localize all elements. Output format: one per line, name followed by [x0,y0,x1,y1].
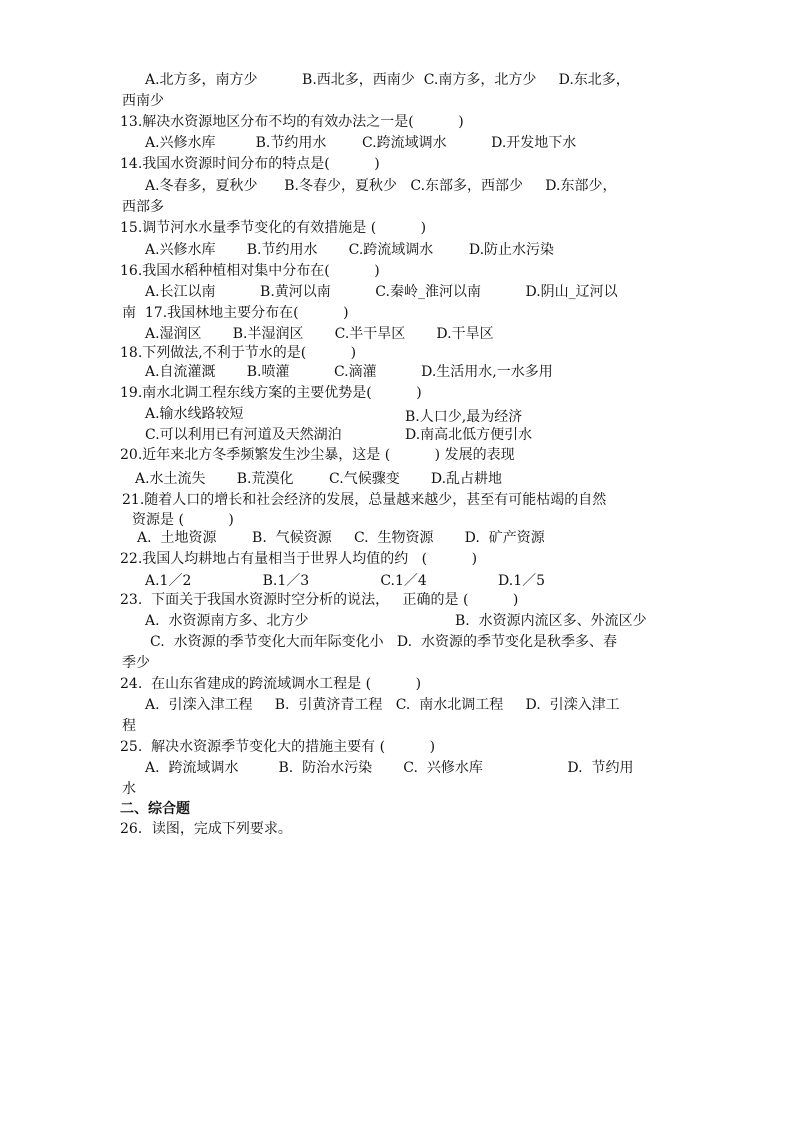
q16-options-line2-q17-stem: 南 17.我国林地主要分布在( ) [122,305,349,321]
q18-options: A.自流灌溉 B.喷灌 C.滴灌 D.生活用水,一水多用 [145,364,553,380]
q14-stem: 14.我国水资源时间分布的特点是( ) [120,156,380,172]
q12-options-line2: 西南少 [122,93,164,109]
q24-options-line2: 程 [122,718,136,734]
q20-options: A.水土流失 B.荒漠化 C.气候骤变 D.乱占耕地 [135,471,503,487]
q25-options-line1: A. 跨流域调水 B. 防治水污染 C. 兴修水库 D. 节约用 [145,760,634,776]
q25-stem: 25. 解决水资源季节变化大的措施主要有 ( ) [120,739,436,755]
section-heading: 二、综合题 [120,801,190,817]
q20-stem: 20.近年来北方冬季频繁发生沙尘暴，这是 ( ) 发展的表现 [120,447,515,463]
q25-options-line2: 水 [122,781,136,797]
q19-option-d: D.南高北低方便引水 [405,427,533,443]
q12-options-line1: A.北方多，南方少 B.西北多，西南少 C.南方多，北方少 D.东北多， [145,72,630,88]
q21-options: A. 土地资源 B. 气候资源 C. 生物资源 D. 矿产资源 [137,530,545,546]
q21-stem-line1: 21.随着人口的增长和社会经济的发展，总量越来越少，甚至有可能枯竭的自然 [122,492,607,508]
q19-stem: 19.南水北调工程东线方案的主要优势是( ) [120,385,422,401]
q19-option-a: A.输水线路较短 [145,406,244,422]
q22-stem: 22.我国人均耕地占有量相当于世界人均值的约 ( ) [120,551,478,567]
q24-options-line1: A. 引滦入津工程 B. 引黄济青工程 C. 南水北调工程 D. 引滦入津工 [145,697,620,713]
q14-options-line2: 西部多 [122,199,164,215]
q16-stem: 16.我国水稻种植相对集中分布在( ) [120,263,380,279]
q22-options: A.1／2 B.1／3 C.1／4 D.1／5 [145,573,546,589]
q17-options: A.湿润区 B.半湿润区 C.半干旱区 D.干旱区 [145,326,494,342]
q23-stem: 23. 下面关于我国水资源时空分析的说法， 正确的是 ( ) [120,592,519,608]
q18-stem: 18.下列做法,不利于节水的是( ) [120,345,357,361]
q13-stem: 13.解决水资源地区分布不均的有效办法之一是( ) [120,114,464,130]
q19-option-b: B.人口少,最为经济 [405,409,523,425]
q26-stem: 26．读图，完成下列要求。 [120,821,292,837]
q19-option-c: C.可以利用已有河道及天然湖泊 [145,427,342,443]
q24-stem: 24. 在山东省建成的跨流域调水工程是 ( ) [120,676,422,692]
q13-options: A.兴修水库 B.节约用水 C.跨流域调水 D.开发地下水 [145,135,577,151]
q14-options-line1: A.冬春多，夏秋少 B.冬春少，夏秋少 C.东部多，西部少 D.东部少， [145,178,617,194]
q23-option-b: B. 水资源内流区多、外流区少 [455,613,647,629]
q15-options: A.兴修水库 B.节约用水 C.跨流域调水 D.防止水污染 [145,242,555,258]
q23-options-cd: C. 水资源的季节变化大而年际变化小 D. 水资源的季节变化是秋季多、春 [150,634,617,650]
q21-stem-line2: 资源是 ( ) [132,512,234,528]
q15-stem: 15.调节河水水量季节变化的有效措施是 ( ) [120,220,427,236]
q23-options-cd-wrap: 季少 [122,655,150,671]
q23-option-a: A. 水资源南方多、北方少 [145,613,309,629]
q16-options-line1: A.长江以南 B.黄河以南 C.秦岭_淮河以南 D.阴山_辽河以 [145,284,618,300]
